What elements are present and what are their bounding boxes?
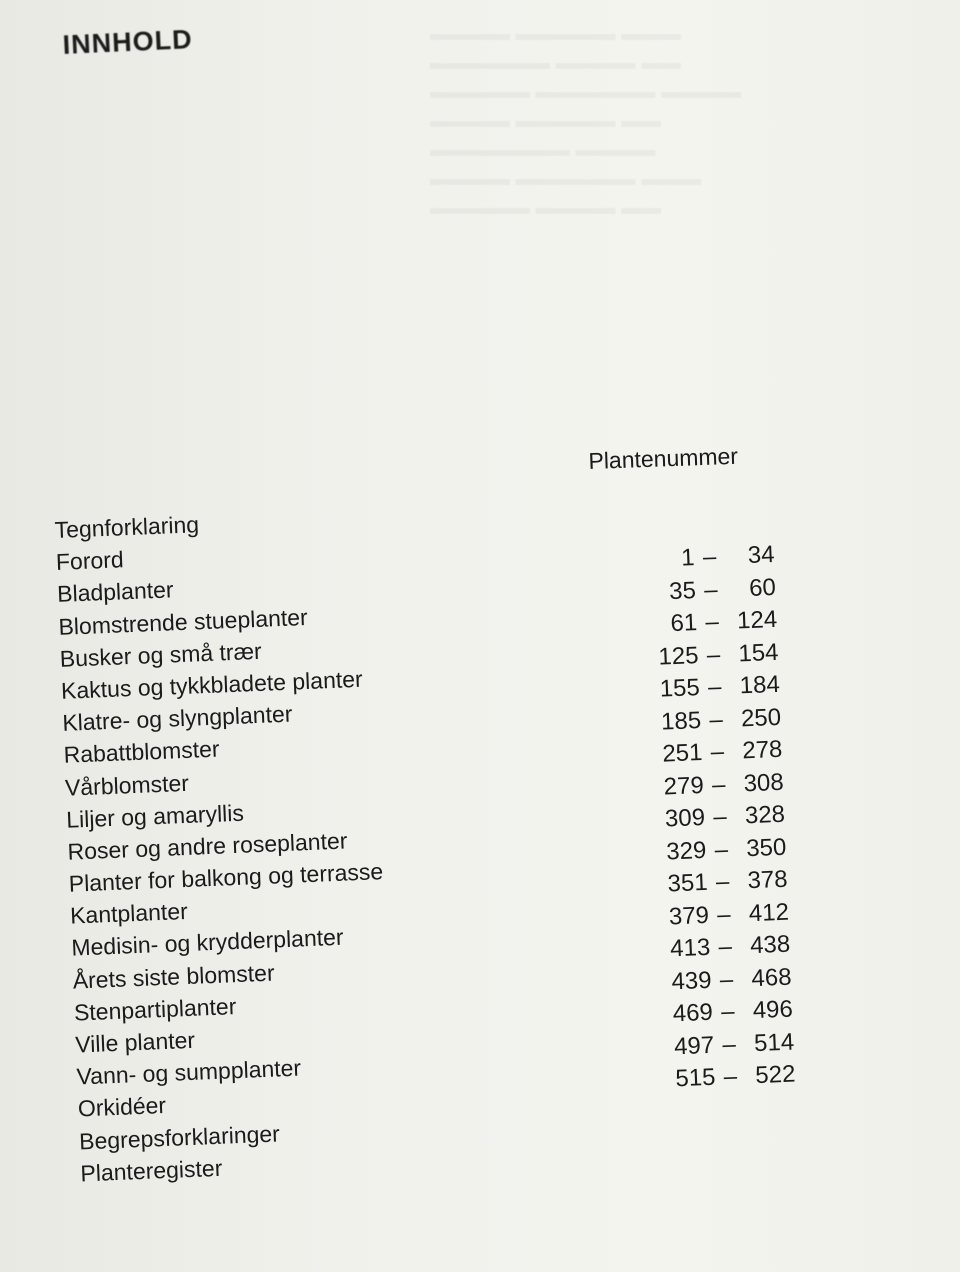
range-end: 350 — [745, 833, 787, 862]
range-start: 413 — [669, 933, 711, 963]
toc-entry: Vårblomster — [64, 769, 190, 801]
range-end: 328 — [744, 800, 786, 830]
range-start: 155 — [659, 674, 701, 703]
range-dash: – — [711, 770, 726, 799]
toc-entry: Medisin- og krydderplanter — [70, 924, 345, 962]
range-end: 522 — [754, 1060, 796, 1090]
range-start: 251 — [661, 738, 703, 768]
range-dash: – — [715, 868, 730, 896]
range-end: 514 — [753, 1028, 795, 1057]
range-start: 351 — [667, 868, 709, 898]
range-dash: – — [719, 965, 734, 993]
range-dash: – — [718, 932, 733, 961]
column-header-plant-number: Plantenummer — [588, 442, 739, 474]
range-dash: – — [707, 673, 722, 701]
range-start: 35 — [668, 576, 697, 605]
range-start: 515 — [674, 1063, 716, 1093]
range-dash: – — [720, 997, 736, 1026]
range-end: 412 — [748, 898, 790, 927]
range-dash: – — [702, 543, 717, 571]
range-dash: – — [710, 738, 725, 766]
range-start: 309 — [664, 803, 706, 833]
range-end: 468 — [750, 963, 793, 992]
toc-entry: Orkidéer — [77, 1092, 167, 1122]
range-dash: – — [704, 608, 720, 636]
toc-entry: Roser og andre roseplanter — [67, 827, 348, 865]
range-end: 378 — [747, 865, 789, 895]
range-start: 185 — [660, 706, 702, 736]
toc-entry: Vann- og sumpplanter — [76, 1054, 302, 1090]
page-title: INNHOLD — [62, 24, 194, 60]
range-dash: – — [721, 1030, 737, 1058]
bleed-through-text — [430, 20, 741, 223]
toc-entry: Rabattblomster — [63, 735, 221, 769]
range-start: 497 — [673, 1031, 715, 1060]
range-end: 250 — [740, 703, 782, 732]
toc-entry: Kantplanter — [69, 898, 189, 929]
range-dash: – — [723, 1062, 738, 1091]
toc-entry: Planter for balkong og terrasse — [68, 858, 384, 897]
toc-entry: Tegnforklaring — [54, 511, 200, 543]
range-dash: – — [708, 705, 724, 734]
toc-entry: Årets siste blomster — [72, 959, 276, 994]
toc-entry: Busker og små trær — [59, 637, 263, 672]
toc-entry: Ville planter — [74, 1026, 196, 1058]
range-dash: – — [716, 900, 732, 929]
toc-entry: Stenpartiplanter — [73, 992, 237, 1026]
range-dash: – — [712, 803, 728, 831]
range-end: 34 — [747, 540, 776, 569]
toc-entry: Liljer og amaryllis — [65, 799, 245, 833]
range-start: 329 — [665, 836, 707, 866]
toc-entry: Planteregister — [79, 1154, 223, 1187]
range-start: 61 — [669, 609, 698, 638]
range-end: 124 — [736, 605, 778, 635]
range-start: 1 — [680, 544, 696, 572]
number-range — [669, 1058, 810, 1096]
plant-number-ranges — [648, 538, 810, 1096]
range-dash: – — [703, 575, 719, 604]
toc-entry-list — [54, 501, 395, 1189]
toc-entry: Klatre- og slyngplanter — [61, 700, 293, 736]
range-end: 278 — [741, 735, 783, 765]
range-end: 496 — [752, 995, 794, 1025]
range-dash: – — [714, 835, 729, 864]
range-start: 469 — [672, 998, 714, 1028]
range-end: 184 — [739, 670, 781, 700]
range-start: 125 — [657, 641, 700, 671]
range-start: 279 — [663, 771, 705, 801]
toc-entry: Kaktus og tykkbladete planter — [60, 665, 364, 704]
range-start: 439 — [670, 966, 713, 995]
range-end: 438 — [749, 930, 791, 960]
range-end: 308 — [743, 768, 785, 797]
toc-entry: Begrepsforklaringer — [78, 1120, 281, 1155]
toc-entry: Forord — [55, 546, 125, 576]
range-end: 154 — [737, 638, 779, 667]
range-end: 60 — [748, 573, 777, 602]
range-dash: – — [706, 640, 721, 669]
range-start: 379 — [668, 901, 710, 930]
toc-entry: Bladplanter — [56, 576, 175, 608]
toc-entry: Blomstrende stueplanter — [57, 603, 309, 640]
